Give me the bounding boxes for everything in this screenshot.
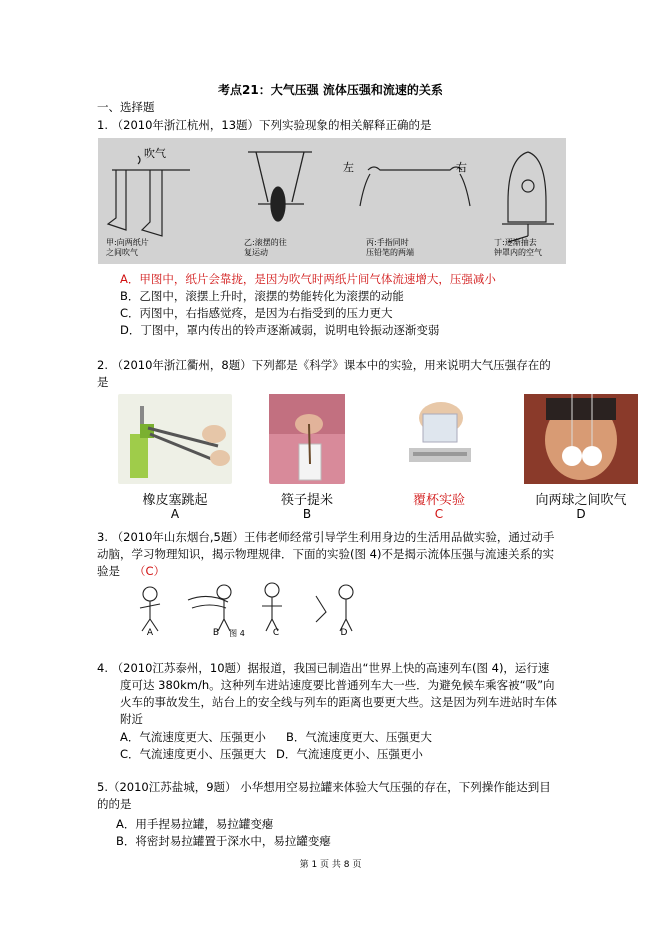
letter-d: D xyxy=(576,507,586,521)
caption-b: 筷子提米 xyxy=(280,493,333,508)
fig4-letter-b: B xyxy=(212,628,220,638)
q4-line1: 4. （2010江苏泰州，10题）据报道，我国已制造出“世界上快的高速列车(图 4)，运行速 xyxy=(97,661,550,675)
q4-option-b: B．气流速度更大、压强更大 xyxy=(286,730,432,744)
caption-ding-2: 钟罩内的空气 xyxy=(494,248,542,257)
q5-option-a: A．用手捏易拉罐，易拉罐变瘪 xyxy=(116,817,274,831)
blow-between-balls-photo xyxy=(524,394,638,484)
q4-option-d: D．气流速度更小、压强更小 xyxy=(276,747,423,761)
q4-option-a: A．气流速度更大、压强更小 xyxy=(120,730,266,744)
caption-a: 橡皮塞跳起 xyxy=(142,493,208,508)
q5-line1: 5.（2010江苏盐城，9题） 小华想用空易拉罐来体验大气压强的存在，下列操作能达到目 xyxy=(97,780,551,794)
chopstick-rice-photo xyxy=(269,394,345,484)
q4-line4: 附近 xyxy=(120,712,143,726)
section-heading: 一、选择题 xyxy=(97,100,155,114)
q4-line3: 火车的事故发生，站台上的安全线与列车的距离也要更大些。这是因为列车进站时车体 xyxy=(120,695,557,709)
q1-figure-panel xyxy=(98,138,566,264)
q4-line2: 度可达 380km/h。这种列车进站速度要比普通列车大一些．为避免候车乘客被“吸”向 xyxy=(120,678,555,692)
caption-bing-1: 丙:手指同时 xyxy=(366,238,409,247)
fig4-letter-d: D xyxy=(340,628,348,638)
caption-jia-1: 甲:向两纸片 xyxy=(106,238,149,247)
paper-sheets-illustration xyxy=(108,156,190,236)
label-right: 右 xyxy=(456,161,467,174)
page-title: 考点21：大气压强 流体压强和流速的关系 xyxy=(218,83,443,97)
fig4-label: 图 4 xyxy=(229,629,245,638)
q1-option-b: B．乙图中，滚摆上升时，滚摆的势能转化为滚摆的动能 xyxy=(120,289,404,303)
q3-line1: 3. （2010年山东烟台,5题）王伟老师经常引导学生利用身边的生活用品做实验，通过动手 xyxy=(97,530,555,544)
bell-jar-illustration xyxy=(502,152,554,242)
q5-line2: 的的是 xyxy=(97,797,132,811)
fig4-letter-c: C xyxy=(272,628,280,638)
q2-stem-line1: 2. （2010年浙江衢州，8题）下列都是《科学》课本中的实验，用来说明大气压强存在的 xyxy=(97,358,551,372)
q3-line3 xyxy=(97,564,165,579)
caption-jia-2: 之间吹气 xyxy=(106,248,138,257)
fig4-letter-a: A xyxy=(146,628,154,638)
caption-ding-1: 丁:逐渐抽去 xyxy=(494,238,537,247)
caption-yi-1: 乙:滚摆的往 xyxy=(244,238,287,247)
caption-d: 向两球之间吹气 xyxy=(535,493,627,508)
maxwell-wheel-illustration xyxy=(248,152,312,221)
q1-option-c: C．丙图中，右指感觉疼，是因为右指受到的压力更大 xyxy=(120,306,393,320)
rubber-stopper-photo xyxy=(118,394,232,484)
label-blow: 吹气 xyxy=(144,147,166,160)
q1-option-a: A．甲图中，纸片会靠拢，是因为吹气时两纸片间气体流速增大，压强减小 xyxy=(120,272,496,286)
q5-option-b: B．将密封易拉罐置于深水中，易拉罐变瘪 xyxy=(116,834,331,848)
letter-a: A xyxy=(170,507,180,521)
q3-answer: （C） xyxy=(134,564,166,578)
page-footer: 第 1 页 共 8 页 xyxy=(299,860,362,870)
q1-stem: 1. （2010年浙江杭州，13题）下列实验现象的相关解释正确的是 xyxy=(97,118,432,132)
q3-figure xyxy=(128,578,368,640)
label-left: 左 xyxy=(343,161,354,174)
caption-c: 覆杯实验 xyxy=(412,493,465,508)
q1-option-d: D．丁图中，罩内传出的铃声逐渐减弱，说明电铃振动逐渐变弱 xyxy=(120,323,440,337)
caption-bing-2: 压铅笔的两端 xyxy=(366,248,414,257)
q3-line3-text: 验是 xyxy=(97,564,120,578)
caption-yi-2: 复运动 xyxy=(244,248,268,257)
inverted-cup-photo xyxy=(401,394,477,484)
q3-line2: 动脑，学习物理知识，揭示物理规律．下面的实验(图 4)不是揭示流体压强与流速关系的实 xyxy=(97,547,554,561)
pencil-fingers-illustration xyxy=(360,167,470,206)
letter-b: B xyxy=(302,507,312,521)
q4-option-c: C．气流速度更小、压强更大 xyxy=(120,747,267,761)
letter-c: C xyxy=(434,507,444,521)
q2-stem-line2: 是 xyxy=(97,375,109,389)
